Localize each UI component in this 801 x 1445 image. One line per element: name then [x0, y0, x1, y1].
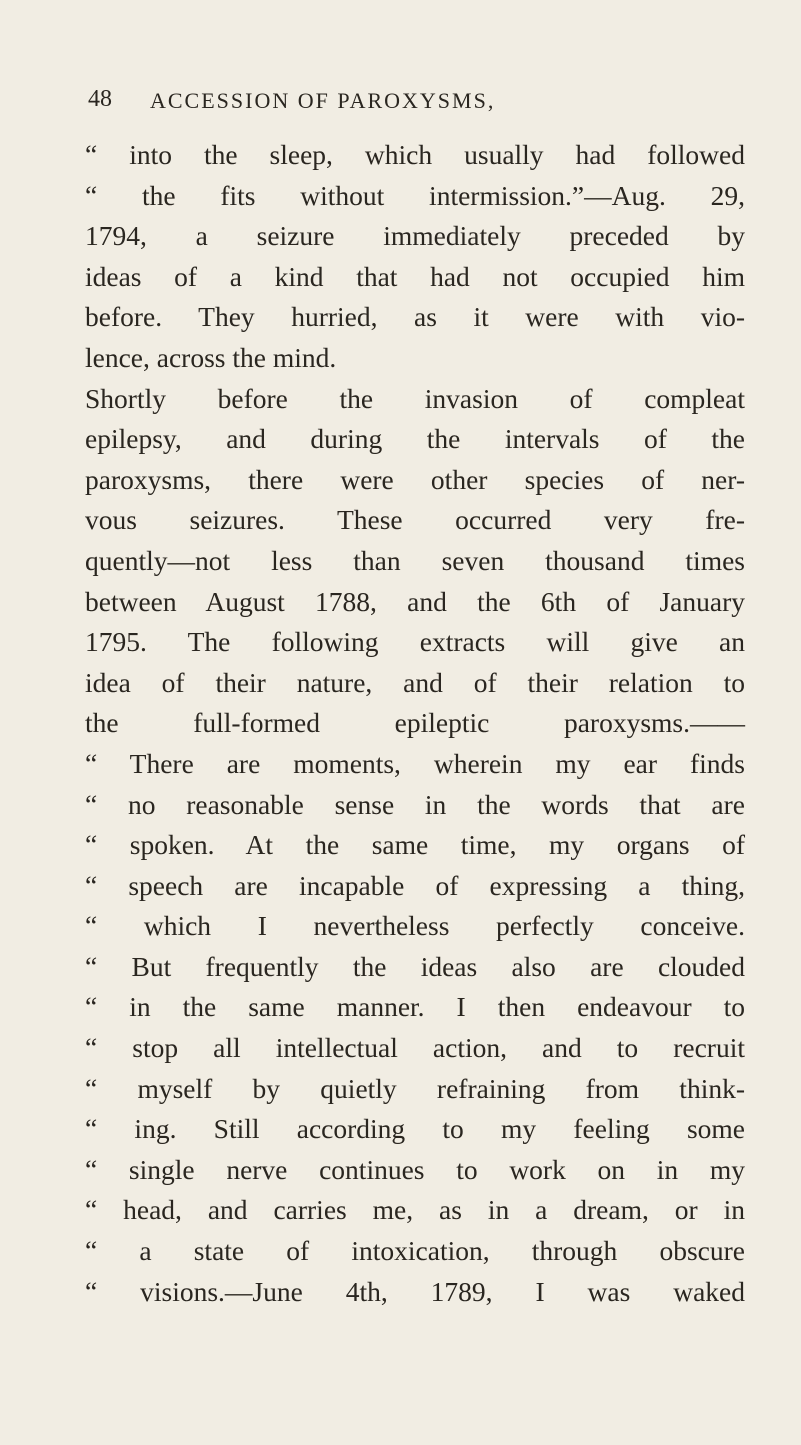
text-line: “ ing. Still according to my feeling some — [85, 1113, 745, 1145]
text-line: 1794, a seizure immediately preceded by — [85, 220, 745, 252]
text-line: before. They hurried, as it were with vio- — [85, 301, 745, 333]
running-head: ACCESSION OF PAROXYSMS, — [150, 88, 496, 113]
text-line: “ stop all intellectual action, and to recruit — [85, 1032, 745, 1064]
text-line: “ But frequently the ideas also are clouded — [85, 950, 745, 982]
text-line: “ There are moments, wherein my ear finds — [85, 747, 745, 779]
text-line: paroxysms, there were other species of ner- — [85, 463, 745, 495]
text-line: “ in the same manner. I then endeavour to — [85, 991, 745, 1023]
text-line: epilepsy, and during the intervals of the — [85, 423, 745, 455]
text-line: “ the fits without intermission.”—Aug. 29, — [85, 179, 745, 211]
text-line: “ speech are incapable of expressing a thing, — [85, 869, 745, 901]
text-line: 1795. The following extracts will give an — [85, 626, 745, 658]
text-line: “ head, and carries me, as in a dream, or in — [85, 1194, 745, 1226]
text-line: between August 1788, and the 6th of January — [85, 585, 745, 617]
text-line: “ visions.—June 4th, 1789, I was waked — [85, 1275, 745, 1307]
body-text — [85, 135, 745, 1312]
text-line: “ myself by quietly refraining from think- — [85, 1072, 745, 1104]
text-line: idea of their nature, and of their relation to — [85, 666, 745, 698]
text-line: lence, across the mind. — [85, 341, 337, 373]
text-line: “ single nerve continues to work on in my — [85, 1153, 745, 1185]
text-line: “ into the sleep, which usually had followed — [85, 139, 745, 170]
text-line: vous seizures. These occurred very fre- — [85, 504, 745, 536]
text-line: quently—not less than seven thousand times — [85, 544, 745, 576]
text-line: “ no reasonable sense in the words that are — [85, 788, 745, 820]
text-line: the full-formed epileptic paroxysms.—— — [85, 707, 745, 739]
page-number: 48 — [88, 86, 112, 112]
text-line: “ which I nevertheless perfectly conceive. — [85, 910, 745, 942]
text-line: “ spoken. At the same time, my organs of — [85, 829, 745, 861]
text-line: Shortly before the invasion of compleat — [85, 382, 745, 414]
text-line: “ a state of intoxication, through obscure — [85, 1235, 745, 1267]
text-line: ideas of a kind that had not occupied him — [85, 260, 745, 292]
